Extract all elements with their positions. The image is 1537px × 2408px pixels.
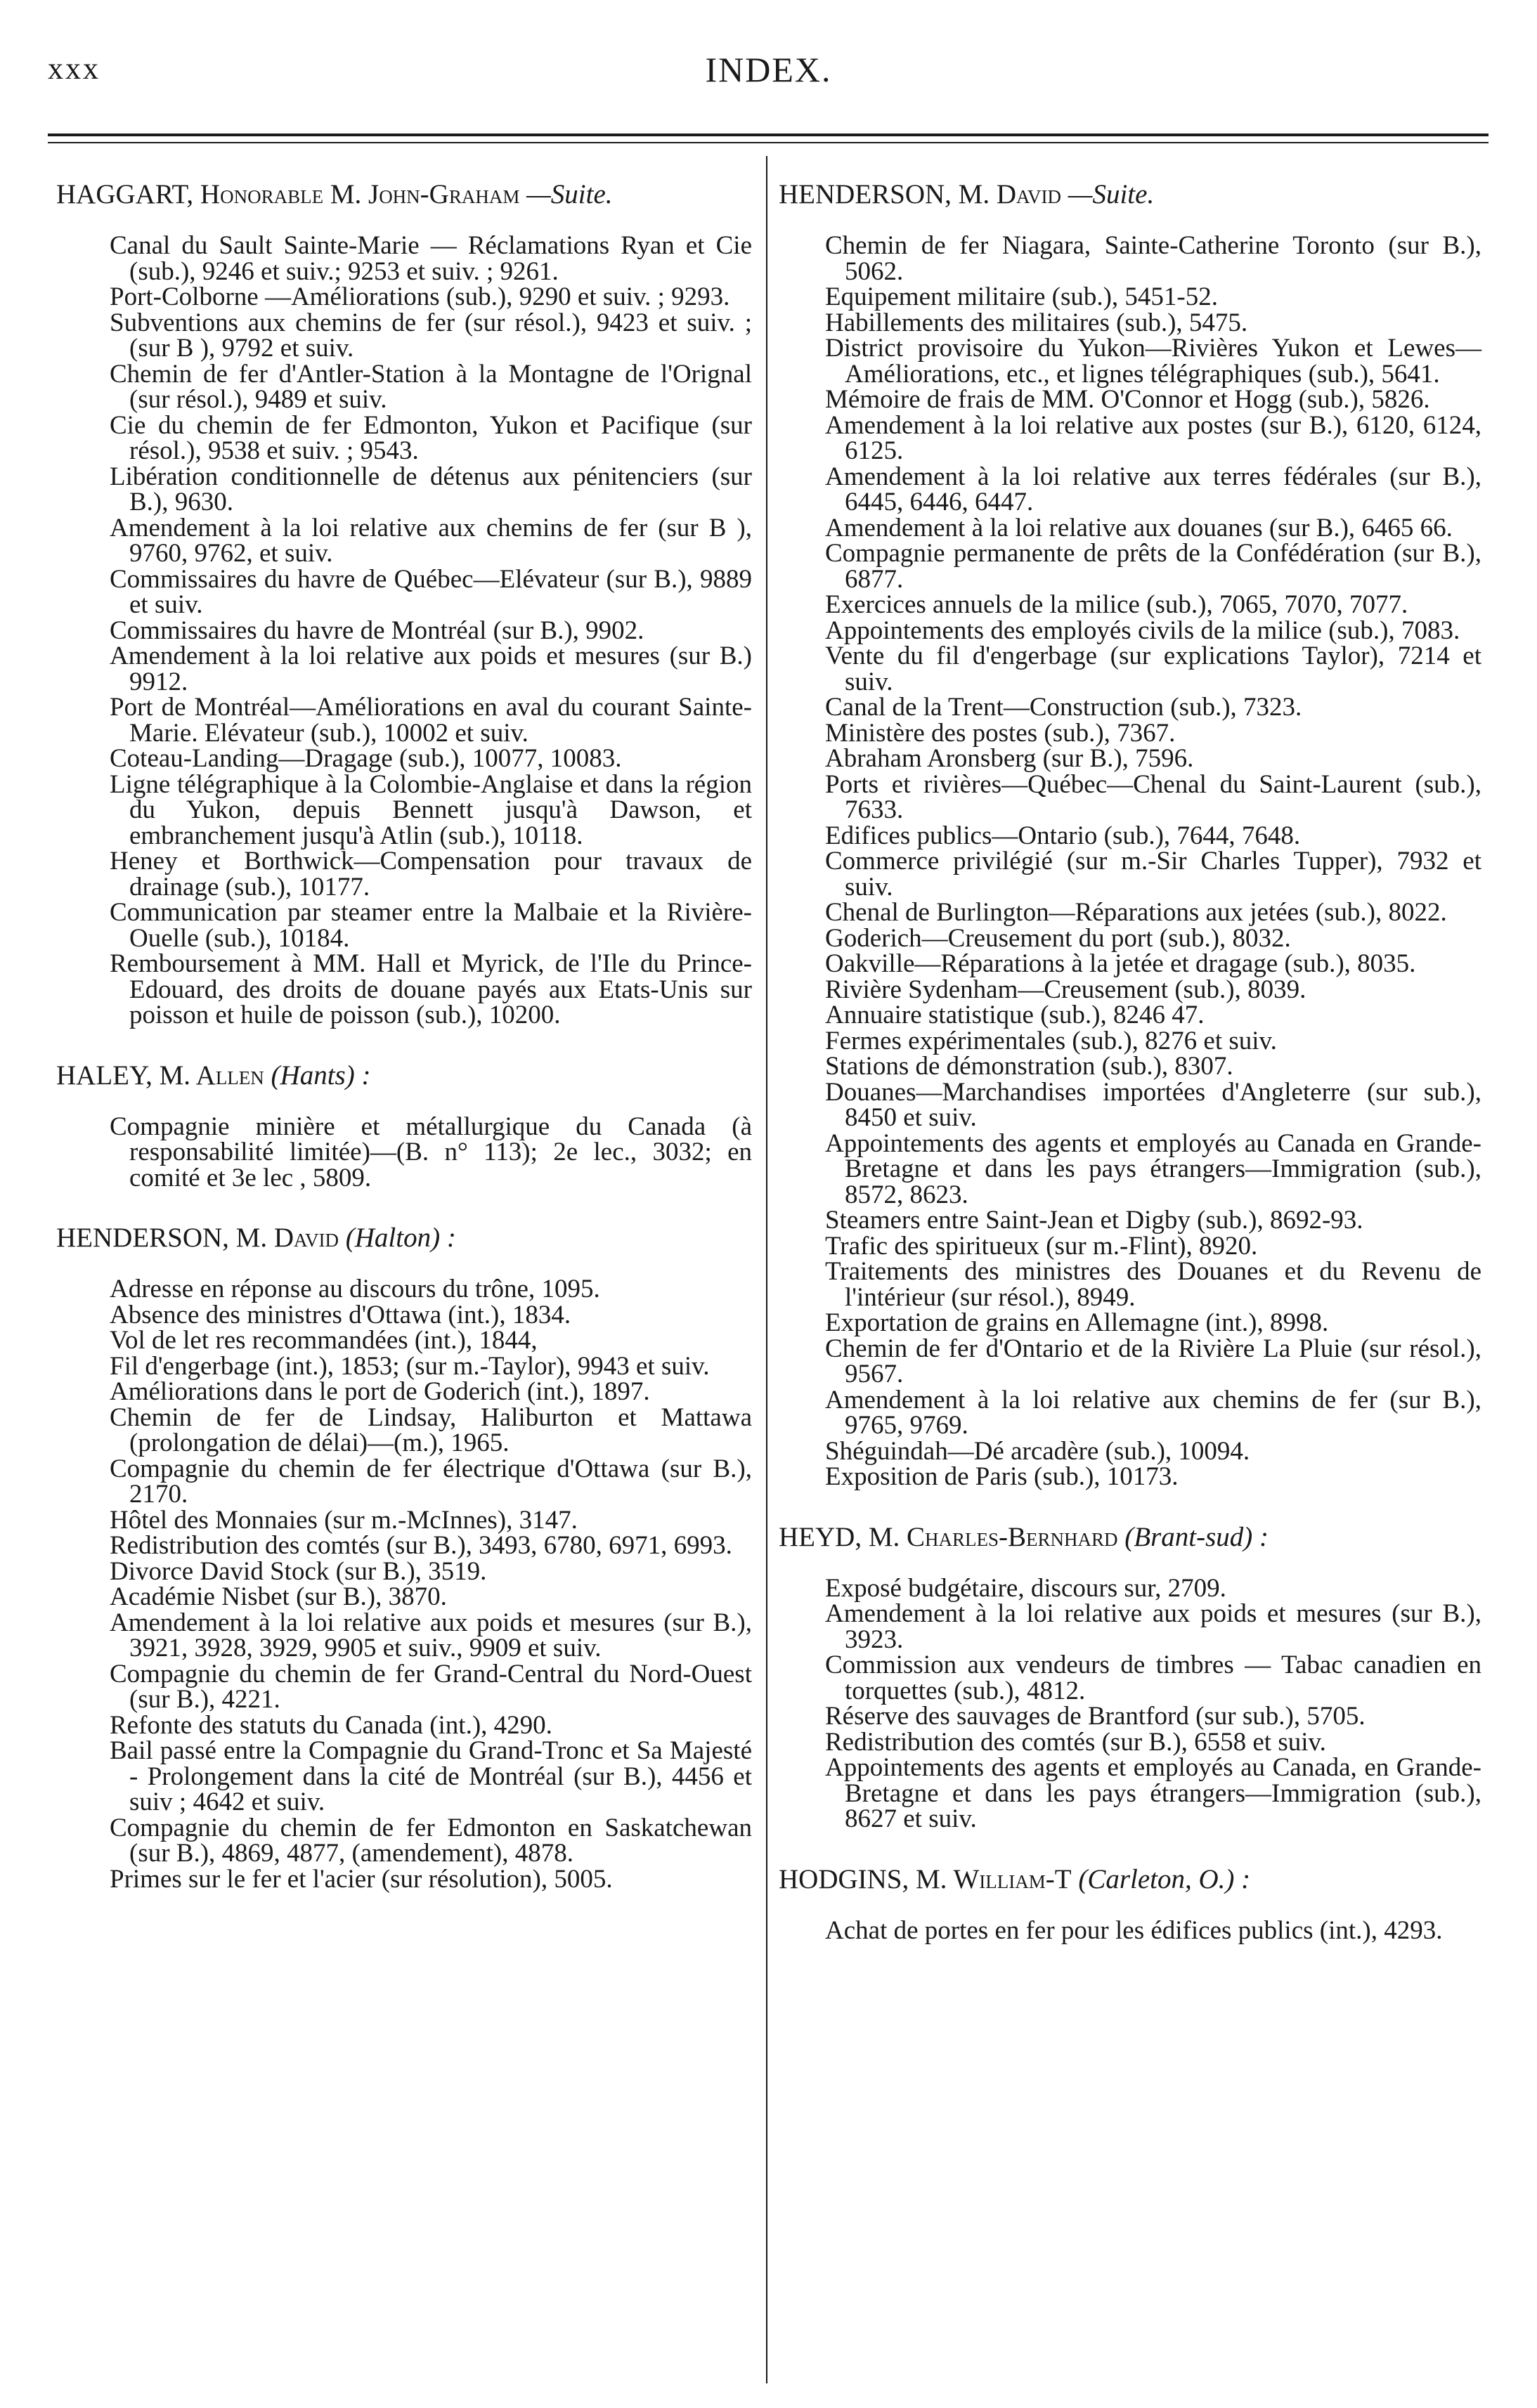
member-name: HENDERSON, <box>779 179 952 209</box>
index-entry: Exposition de Paris (sub.), 10173. <box>825 1462 1179 1491</box>
index-entry: Redistribution des comtés (sur B.), 6558 et suiv. <box>825 1727 1326 1757</box>
member-title: M. William-T <box>916 1863 1072 1894</box>
index-entry: Amendement à la loi relative aux poids et mesures (sur B.), 3921, 3928, 3929, 9905 et suiv., 9909 et suiv. <box>110 1608 752 1662</box>
index-entry: Exercices annuels de la milice (sub.), 7065, 7070, 7077. <box>825 590 1408 619</box>
index-entry: Compagnie minière et métallurgique du Canada (à responsabilité limitée)—(B. n° 113); 2e lec., 3032; en comité et 3e lec , 5809. <box>110 1112 752 1192</box>
index-entry: Achat de portes en fer pour les édifices publics (int.), 4293. <box>825 1915 1443 1945</box>
section-heading <box>779 1521 1481 1554</box>
index-entry: Amendement à la loi relative aux poids et mesures (sur B.) 9912. <box>110 642 752 696</box>
index-entry: Cie du chemin de fer Edmonton, Yukon et Pacifique (sur résol.), 9538 et suiv. ; 9543. <box>110 410 752 465</box>
index-entry: Vente du fil d'engerbage (sur explications Taylor), 7214 et suiv. <box>825 642 1481 696</box>
section-heading <box>779 1863 1481 1896</box>
index-entry: Chemin de fer Niagara, Sainte-Catherine Toronto (sur B.), 5062. <box>825 231 1481 286</box>
heading-suffix: —Suite. <box>1068 179 1155 209</box>
index-entry: Port-Colborne —Améliorations (sub.), 9290 et suiv. ; 9293. <box>110 282 730 311</box>
index-entry: Coteau-Landing—Dragage (sub.), 10077, 10083. <box>110 744 622 773</box>
index-entry: Canal de la Trent—Construction (sub.), 7323. <box>825 693 1302 722</box>
index-entry: Ligne télégraphique à la Colombie-Anglaise et dans la région du Yukon, depuis Bennett jusqu'à Dawson, et embranchement jusqu'à Atlin (sub.), 10118. <box>110 769 752 850</box>
page-number: xxx <box>48 51 100 86</box>
heading-suffix: —Suite. <box>526 179 613 209</box>
index-entry: Améliorations dans le port de Goderich (int.), 1897. <box>110 1377 650 1406</box>
member-name: HODGINS, <box>779 1863 909 1894</box>
section-heading <box>56 178 752 211</box>
index-entry: Chenal de Burlington—Réparations aux jetées (sub.), 8022. <box>825 898 1447 927</box>
member-title: M. Allen <box>159 1060 264 1091</box>
index-entry: Equipement militaire (sub.), 5451-52. <box>825 282 1218 311</box>
member-title: M. David <box>235 1223 339 1253</box>
index-entry: Amendement à la loi relative aux poids et mesures (sur B.), 3923. <box>825 1599 1481 1654</box>
member-name: HALEY, <box>56 1060 153 1091</box>
member-name: HENDERSON, <box>56 1223 229 1253</box>
index-entry: Fil d'engerbage (int.), 1853; (sur m.-Taylor), 9943 et suiv. <box>110 1351 710 1381</box>
right-column <box>779 178 1481 1974</box>
index-entry: Ports et rivières—Québec—Chenal du Saint-Laurent (sub.), 7633. <box>825 769 1481 824</box>
index-entry: Amendement à la loi relative aux douanes (sur B.), 6465 66. <box>825 513 1453 542</box>
index-entry: Commerce privilégié (sur m.-Sir Charles Tupper), 7932 et suiv. <box>825 847 1481 902</box>
index-entry: Douanes—Marchandises importées d'Angleterre (sur sub.), 8450 et suiv. <box>825 1077 1481 1132</box>
index-entry: Oakville—Réparations à la jetée et dragage (sub.), 8035. <box>825 949 1416 978</box>
heading-suffix: (Halton) : <box>345 1223 456 1253</box>
index-entry: Divorce David Stock (sur B.), 3519. <box>110 1556 487 1586</box>
index-section <box>56 178 752 1029</box>
index-entry: Vol de let res recommandées (int.), 1844, <box>110 1326 538 1355</box>
index-entry: Trafic des spiritueux (sur m.-Flint), 8920. <box>825 1231 1258 1261</box>
index-entry: Chemin de fer d'Ontario et de la Rivière La Pluie (sur résol.), 9567. <box>825 1334 1481 1388</box>
index-entry: Habillements des militaires (sub.), 5475. <box>825 308 1248 337</box>
index-entry: Chemin de fer de Lindsay, Haliburton et Mattawa (prolongation de délai)—(m.), 1965. <box>110 1403 752 1457</box>
left-column <box>56 178 752 1923</box>
index-entry: Rivière Sydenham—Creusement (sub.), 8039. <box>825 975 1306 1004</box>
index-entry: Commission aux vendeurs de timbres — Tabac canadien en torquettes (sub.), 4812. <box>825 1651 1481 1705</box>
index-entry: Subventions aux chemins de fer (sur résol.), 9423 et suiv. ; (sur B ), 9792 et suiv. <box>110 308 752 363</box>
header-rule-thin <box>48 142 1489 143</box>
index-entry: Ministère des postes (sub.), 7367. <box>825 718 1176 748</box>
index-entry: Canal du Sault Sainte-Marie — Réclamations Ryan et Cie (sub.), 9246 et suiv.; 9253 et suiv. ; 9261. <box>110 231 752 286</box>
index-entry: Hôtel des Monnaies (sur m.-McInnes), 3147. <box>110 1505 578 1535</box>
index-section <box>56 1222 752 1892</box>
index-entry: Amendement à la loi relative aux chemins de fer (sur B.), 9765, 9769. <box>825 1385 1481 1440</box>
index-entry: Adresse en réponse au discours du trône, 1095. <box>110 1275 600 1303</box>
index-entry: Chemin de fer d'Antler-Station à la Montagne de l'Orignal (sur résol.), 9489 et suiv. <box>110 359 752 414</box>
index-entry: Primes sur le fer et l'acier (sur résolution), 5005. <box>110 1864 613 1894</box>
index-entry: Académie Nisbet (sur B.), 3870. <box>110 1582 447 1611</box>
index-entry: Absence des ministres d'Ottawa (int.), 1834. <box>110 1300 571 1329</box>
column-divider <box>766 156 767 2383</box>
index-section <box>56 1060 752 1192</box>
index-entry: Amendement à la loi relative aux postes (sur B.), 6120, 6124, 6125. <box>825 410 1481 465</box>
index-entry: Compagnie du chemin de fer électrique d'Ottawa (sur B.), 2170. <box>110 1454 752 1509</box>
member-title: M. David <box>958 179 1062 209</box>
index-entry: Traitements des ministres des Douanes et du Revenu de l'intérieur (sur résol.), 8949. <box>825 1257 1481 1312</box>
index-entry: Steamers entre Saint-Jean et Digby (sub.), 8692-93. <box>825 1206 1363 1235</box>
index-entry: District provisoire du Yukon—Rivières Yukon et Lewes—Améliorations, etc., et lignes télégraphiques (sub.), 5641. <box>825 334 1481 389</box>
header-rule-thick <box>48 134 1489 136</box>
index-entry: Mémoire de frais de MM. O'Connor et Hogg (sub.), 5826. <box>825 385 1430 414</box>
index-entry: Stations de démonstration (sub.), 8307. <box>825 1052 1233 1081</box>
heading-suffix: (Hants) : <box>271 1060 371 1091</box>
index-entry: Appointements des agents et employés au Canada, en Grande-Bretagne et dans les pays étrangers—Immigration (sub.), 8627 et suiv. <box>825 1753 1481 1833</box>
index-entry: Edifices publics—Ontario (sub.), 7644, 7648. <box>825 821 1301 850</box>
index-section <box>779 1521 1481 1833</box>
index-entry: Refonte des statuts du Canada (int.), 4290. <box>110 1710 552 1740</box>
member-name: HEYD, <box>779 1521 862 1552</box>
page-title: INDEX. <box>705 50 832 89</box>
index-entry: Heney et Borthwick—Compensation pour travaux de drainage (sub.), 10177. <box>110 847 752 902</box>
index-entry: Goderich—Creusement du port (sub.), 8032. <box>825 923 1291 953</box>
index-entry: Amendement à la loi relative aux chemins de fer (sur B ), 9760, 9762, et suiv. <box>110 513 752 568</box>
index-entry: Fermes expérimentales (sub.), 8276 et suiv. <box>825 1026 1277 1055</box>
index-entry: Réserve des sauvages de Brantford (sur sub.), 5705. <box>825 1702 1366 1731</box>
index-entry: Communication par steamer entre la Malbaie et la Rivière-Ouelle (sub.), 10184. <box>110 898 752 953</box>
index-entry: Libération conditionnelle de détenus aux pénitenciers (sur B.), 9630. <box>110 462 752 516</box>
section-heading <box>779 178 1481 211</box>
section-heading <box>56 1222 752 1254</box>
index-entry: Redistribution des comtés (sur B.), 3493, 6780, 6971, 6993. <box>110 1531 732 1560</box>
member-title: Honorable M. John-Graham <box>200 179 520 209</box>
index-entry: Exportation de grains en Allemagne (int.), 8998. <box>825 1308 1329 1337</box>
index-entry: Amendement à la loi relative aux terres fédérales (sur B.), 6445, 6446, 6447. <box>825 462 1481 516</box>
index-section <box>779 1863 1481 1944</box>
member-name: HAGGART, <box>56 179 194 209</box>
index-entry: Compagnie permanente de prêts de la Confédération (sur B.), 6877. <box>825 539 1481 594</box>
index-entry: Compagnie du chemin de fer Grand-Central du Nord-Ouest (sur B.), 4221. <box>110 1659 752 1714</box>
index-entry: Exposé budgétaire, discours sur, 2709. <box>825 1573 1226 1603</box>
section-heading <box>56 1060 752 1092</box>
index-entry: Shéguindah—Dé arcadère (sub.), 10094. <box>825 1436 1250 1466</box>
index-entry: Abraham Aronsberg (sur B.), 7596. <box>825 744 1194 773</box>
member-title: M. Charles-Bernhard <box>868 1521 1118 1552</box>
index-section <box>779 178 1481 1490</box>
index-entry: Annuaire statistique (sub.), 8246 47. <box>825 1001 1205 1029</box>
index-entry: Commissaires du havre de Québec—Elévateur (sur B.), 9889 et suiv. <box>110 564 752 619</box>
index-entry: Port de Montréal—Améliorations en aval du courant Sainte-Marie. Elévateur (sub.), 10002 et suiv. <box>110 693 752 748</box>
index-entry: Compagnie du chemin de fer Edmonton en Saskatchewan (sur B.), 4869, 4877, (amendement), 4878. <box>110 1813 752 1868</box>
index-entry: Commissaires du havre de Montréal (sur B.), 9902. <box>110 616 644 645</box>
index-entry: Remboursement à MM. Hall et Myrick, de l'Ile du Prince-Edouard, des droits de douane payés aux Etats-Unis sur poisson et huile de poisson (sub.), 10200. <box>110 949 752 1029</box>
index-entry: Appointements des employés civils de la milice (sub.), 7083. <box>825 616 1460 645</box>
heading-suffix: (Carleton, O.) : <box>1078 1863 1251 1894</box>
index-entry: Bail passé entre la Compagnie du Grand-Tronc et Sa Majesté - Prolongement dans la cité de Montréal (sur B.), 4456 et suiv ; 4642 et suiv. <box>110 1736 752 1816</box>
heading-suffix: (Brant-sud) : <box>1124 1521 1269 1552</box>
index-entry: Appointements des agents et employés au Canada en Grande-Bretagne et dans les pays étrangers—Immigration (sub.), 8572, 8623. <box>825 1128 1481 1209</box>
